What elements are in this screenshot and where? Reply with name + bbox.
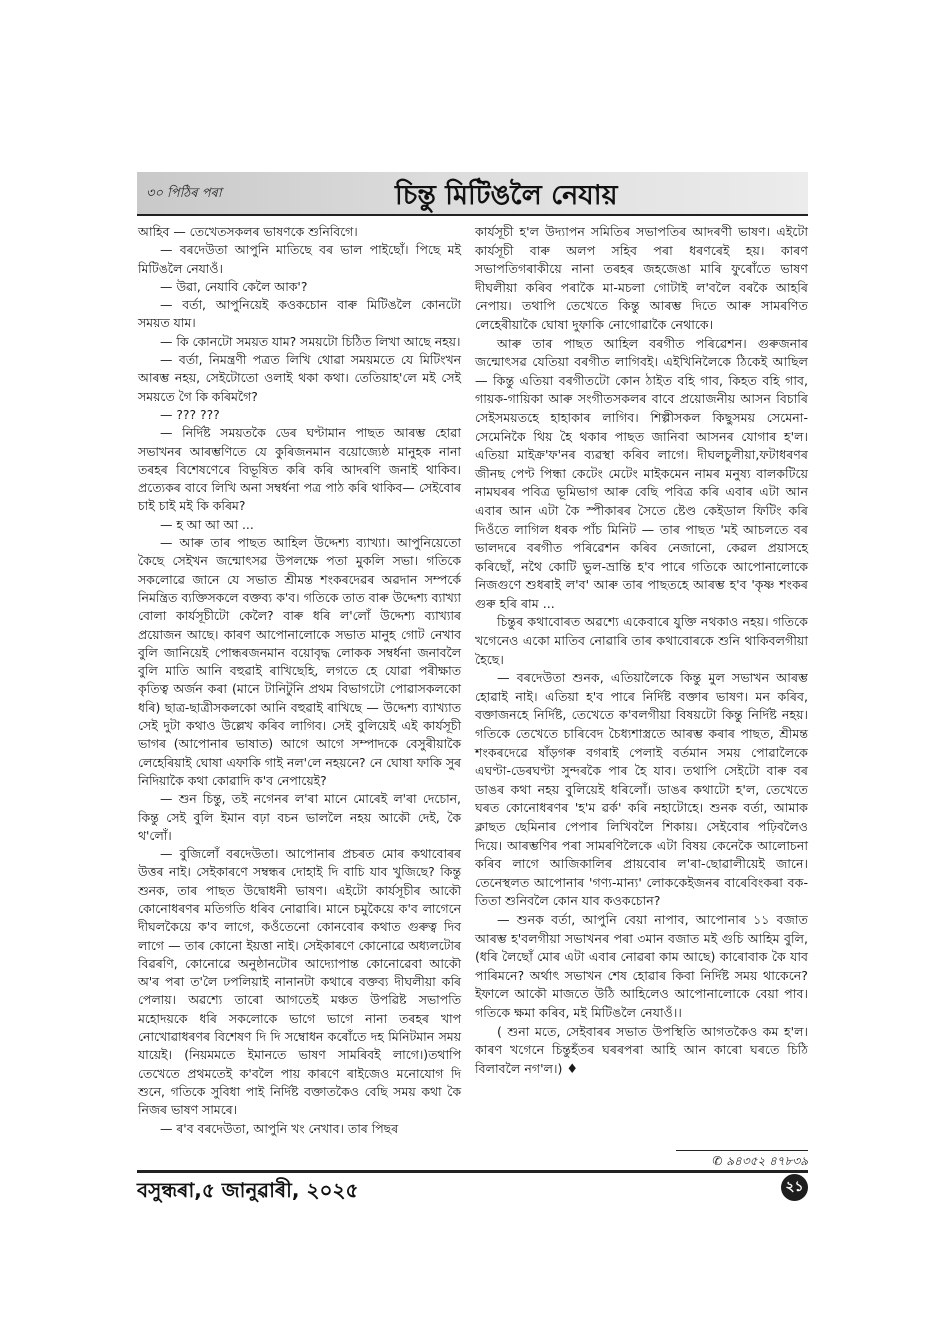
- paragraph: — আৰু তাৰ পাছত আহিল উদ্দেশ্য ব্যাখ্যা। আপুনিয়েতো কৈছে সেইখন জন্মোৎসৱ উপলক্ষে পতা মুকলি সভা। গতিকে সকলোৱে জানে যে সভাত শ্ৰীমন্ত শংকৰদেৱৰ অৱদান সম্পৰ্কে নিমন্ত্ৰিত ব্যক্তিসকলে বক্তব্য ক'ব। গতিকে তাত বাৰু উদ্দেশ্য ব্যাখ্যা বোলা কাৰ্যসূচীটো কেলৈ? বাৰু ধৰি ল'লোঁ উদ্দেশ্য ব্যাখ্যাৰ প্ৰয়োজন আছে। কাৰণ আপোনালোকে সভাত মানুহ গোট নেখাব বুলি জানিয়েই পোন্ধৰজনমান বয়োবৃদ্ধ লোকক সম্বৰ্ধনা জনাবলৈ বুলি মাতি আনি বহুৱাই ৰাখিছেহি, লগতে হে যোৱা পৰীক্ষাত কৃতিত্ব অৰ্জন কৰা (মানে টানিটুনি প্ৰথম বিভাগটো পোৱাসকলকো ধৰি) ছাত্ৰ-ছাত্ৰীসকলকো আনি বহুৱাই ৰাখিছে — উদ্দেশ্য ব্যাখ্যাত সেই দুটা কথাও উল্লেখ কৰিব লাগিব। সেই বুলিয়েই এই কাৰ্যসূচী ভাগৰ (আপোনাৰ ভাষাত) আগে আগে সম্পাদকে বেসুৰীয়াকৈ লেহেৰিয়াই ঘোষা এফাকি গাই নল'লে নহয়নে? নে ঘোষা ফাকি সুৰ নিদিয়াকৈ কথা কোৱাদি ক'ব নেপায়েই?: [138, 535, 461, 788]
- paragraph: — বৰদেউতা শুনক, এতিয়ালৈকে কিন্তু মুল সভাখন আৰম্ভ হোৱাই নাই। এতিয়া হ'ব পাৰে নিৰ্দিষ্ট বক্তাৰ ভাষণ। মন কৰিব, বক্তাজনহে নিৰ্দিষ্ট, তেখেতে ক'বলগীয়া বিষয়টো কিন্তু নিৰ্দিষ্ট নহয়। গতিকে তেখেতে চাৰিবেদ চৈধ্যশাস্ত্ৰতে আৰম্ভ কৰাৰ পাছত, শ্ৰীমন্ত শংকৰদেৱে ষাঁড়গৰু বগৰাই পেলাই বৰ্তমান সময় পোৱালৈকে এঘণ্টা-ডেৰঘণ্টা সুন্দৰকৈ পাৰ হৈ যাব। তথাপি সেইটো বাৰু বৰ ডাঙৰ কথা নহয় বুলিয়েই ধৰিলোঁ। ডাঙৰ কথাটো হ'ল, তেখেতে ঘৰত কোনোধৰণৰ 'হ'ম ৱৰ্ক' কৰি নহাটোহে। শুনক বৰ্তা, আমাক ক্লাছত ছেমিনাৰ পেপাৰ লিখিবলৈ শিকায়। সেইবোৰ পঢ়িবলৈও দিয়ে। আৰম্ভণিৰ পৰা সামৰণিলৈকে এটা বিষয় কেনেকৈ আলোচনা কৰিব লাগে আজিকালিৰ প্ৰায়বোৰ ল'ৰা-ছোৱালীয়েই জানে। তেনেস্থলত আপোনাৰ 'গণ্য-মান্য' লোককেইজনৰ বাৰেবিংকৰা বক-তিতা শুনিবলৈ কোন যাব কওকচোন?: [475, 670, 808, 909]
- paragraph: — বৰ্তা, নিমন্ত্ৰণী পত্ৰত লিখি থোৱা সময়মতে যে মিটিংখন আৰম্ভ নহয়, সেইটোতো ওলাই থকা কথা। তেতিয়াহ'লে মই সেই সময়তে গৈ কি কৰিমগৈ?: [138, 352, 461, 404]
- issue-date: ৫ জানুৱাৰী, ২০২৫: [201, 1178, 359, 1202]
- paragraph: — শুন চিন্তু, তই নগেনৰ ল'ৰা মানে মোৰেই ল'ৰা দেচোন, কিন্তু সেই বুলি ইমান বঢ়া বচন ভাললৈ নহয় আকৌ দেই, কৈ থ'লোঁ।: [138, 791, 461, 843]
- paragraph: — বৰদেউতা আপুনি মাতিছে বৰ ভাল পাইছোঁ। পিছে মই মিটিঙলৈ নেযাওঁ।: [138, 242, 461, 276]
- phone-rule: [676, 1150, 808, 1151]
- paragraph: — ??? ???: [160, 406, 220, 422]
- paragraph: — নিৰ্দিষ্ট সময়তকৈ ডেৰ ঘণ্টামান পাছত আৰম্ভ হোৱা সভাখনৰ আৰম্ভণিতে যে কুৰিজনমান বয়োজ্যেষ্ঠ মানুহক নানা তৰহৰ বিশেষণেৰে বিভূষিত কৰি কৰি আদৰণি জনাই থাকিব। প্ৰত্যেকৰ বাবে লিখি অনা সম্বৰ্ধনা পত্ৰ পাঠ কৰি থাকিব— সেইবোৰ চাই চাই মই কি কৰিম?: [138, 425, 461, 514]
- article-title: চিন্তু মিটিঙলৈ নেযায়: [395, 180, 618, 211]
- footer-rule: [137, 1170, 808, 1173]
- continued-from-label: ৩০ পিঠিৰ পৰা: [146, 186, 222, 201]
- footer-info: [137, 1176, 358, 1209]
- paragraph: আৰু তাৰ পাছত আহিল বৰগীত পৰিৱেশন। গুৰুজনাৰ জন্মোৎসৱ যেতিয়া বৰগীত লাগিবই। এইখিনিলৈকে ঠিকেই আছিল— কিন্তু এতিয়া বৰগীতটো কোন ঠাইত বহি গাব, কিহত বহি গাব, গায়ক-গায়িকা আৰু সংগীতসকলৰ বাবে প্ৰয়োজনীয় আসন বিচাৰি সেইসময়তহে হাহাকাৰ লাগিব। শিল্পীসকল কিছুসময় সেমেনা-সেমেনিকৈ থিয় হৈ থকাৰ পাছত জানিবা আসনৰ যোগাৰ হ'ল। এতিয়া মাইক্ৰ'ফ'নৰ ব্যৱস্থা কৰিব লাগে। দীঘলচুলীয়া,ফটাধৰণৰ জীনছ পেণ্ট পিন্ধা কেটেং মেটেং মাইকমেন নামৰ মনুষ্য বালকটিয়ে নামঘৰৰ পবিত্ৰ ভূমিভাগ আৰু বেছি পবিত্ৰ কৰি এবাৰ এটা আন এবাৰ আন এটা কৈ স্পীকাৰৰ সৈতে ষ্টেণ্ড কেইডাল ফিটিং কৰি দিওঁতে লাগিল ধৰক পাঁচ মিনিট — তাৰ পাছত 'মই আচলতে বৰ ভালদৰে বৰগীত পৰিৱেশন কৰিব নেজানো, কেৱল প্ৰয়াসহে কৰিছোঁ, নথৈ কোটি ভুল-ভ্ৰান্তি হ'ব পাৰে গতিকে আপোনালোকে নিজগুণে শুধৰাই ল'ব' আৰু তাৰ পাছতহে আৰম্ভ হ'ব 'কৃষ্ণ শংকৰ গুৰু হৰি ৰাম ...: [475, 335, 809, 611]
- paragraph: — হ আ আ আ ...: [160, 516, 254, 532]
- magazine-name: বসুন্ধৰা,: [137, 1178, 202, 1202]
- closing-note: ( শুনা মতে, সেইবাৰৰ সভাত উপস্থিতি আগতকৈও কম হ'ল। কাৰণ খগেনে চিন্তুহঁতৰ ঘৰৰপৰা আহি আন কাৰো ঘৰতে চিঠি বিলাবলৈ নগ'ল।): [475, 1023, 808, 1076]
- paragraph: — বুজিলোঁ বৰদেউতা। আপোনাৰ প্ৰচৰত মোৰ কথাবোৰৰ উত্তৰ নাই। সেইকাৰণে সম্বন্ধৰ দোহাই দি বাচি যাব খুজিছে? কিন্তু শুনক, তাৰ পাছত উদ্বোধনী ভাষণ। এইটো কাৰ্যসূচীৰ আকৌ কোনোধৰণৰ মতিগতি ধৰিব নোৱাৰি। মানে চমুকৈয়ে ক'ব লাগেনে দীঘলকৈয়ে ক'ব লাগে, কওঁতেনো কোনবোৰ কথাত গুৰুত্ব দিব লাগে — তাৰ কোনো ইয়ত্তা নাই। সেইকাৰণে কোনোৱে অধ্যলটোৰ বিৱৰণি, কোনোৱে অনুষ্ঠানটোৰ আদ্যোপান্ত কোনোৱেবা আকৌ অ'ৰ পৰা ত'লৈ ঢপলিয়াই নানানটা কথাৰে বক্তব্য দীঘলীয়া কৰি পেলায়। অৱশ্যে তাৰো আগতেই মঞ্চত উপৱিষ্ট সভাপতি মহোদয়কে ধৰি সকলোকে ভাগে ভাগে নানা তৰহৰ খাপ নোখোৱাধৰণৰ বিশেষণ দি দি সম্বোধন কৰোঁতে দহ মিনিটমান সময় যায়েই। (নিয়মমতে ইমানতে ভাষণ সামৰিবই লাগে।)তথাপি তেখেতে প্ৰথমতেই ক'বলৈ পায় কাৰণে ৰাইজেও মনোযোগ দি শুনে, গতিকে সুবিধা পাই নিৰ্দিষ্ট বক্তাতকৈও বেছি সময় কথা কৈ নিজৰ ভাষণ সামৰে।: [138, 846, 461, 1118]
- paragraph: — কি কোনটো সময়ত যাম? সময়টো চিঠিত লিখা আছে নহয়।: [160, 333, 461, 349]
- paragraph: কাৰ্যসূচী হ'ল উদ্যাপন সমিতিৰ সভাপতিৰ আদৰণী ভাষণ। এইটো কাৰ্যসূচী বাৰু অলপ সহিব পৰা ধৰণৰেই হয়। কাৰণ সভাপতিগৰাকীয়ে নানা তৰহৰ জহজেঙা মাৰি ফুৰোঁতে ভাষণ দীঘলীয়া কৰিব পৰাকৈ মা-মচলা গোটাই ল'বলৈ বৰকৈ আহৰি নেপায়। তথাপি তেখেতে কিন্তু আৰম্ভ দিতে আৰু সামৰণিত লেহেৰীয়াকৈ ঘোষা দুফাকি নোগোৱাকৈ নেথাকে।: [475, 224, 808, 332]
- left-column: [138, 223, 461, 1138]
- paragraph: — উৱা, নেযাবি কেলৈ আক'?: [160, 278, 308, 294]
- paragraph: চিন্তুৰ কথাবোৰত অৱশ্যে একেবাৰে যুক্তি নথকাও নহয়। গতিকে খগেনেও একো মাতিব নোৱাৰি তাৰ কথাবোৰকে শুনি থাকিবলগীয়া হৈছে।: [475, 614, 808, 667]
- paragraph: — ৰ'ব বৰদেউতা, আপুনি খং নেখাব। তাৰ পিছৰ: [160, 1120, 399, 1136]
- paragraph: [475, 1023, 808, 1080]
- paragraph: — বৰ্তা, আপুনিয়েই কওকচোন বাৰু মিটিঙলৈ কোনটো সময়ত যাম।: [138, 297, 461, 331]
- right-column: [475, 223, 808, 1079]
- end-diamond-icon: ♦: [566, 1061, 579, 1077]
- page-number: ২১: [781, 1174, 808, 1201]
- paragraph: — শুনক বৰ্তা, আপুনি বেয়া নাপাব, আপোনাৰ ১১ বজাত আৰম্ভ হ'বলগীয়া সভাখনৰ পৰা ৩মান বজাত মই গুচি আহিম বুলি, (ধৰি লৈছোঁ মোৰ এটা এবাৰ নোৱৰা কাম আছে) কাৰোবাক কৈ যাব পাৰিমনে? অৰ্থাৎ সভাখন শেষ হোৱাৰ কিবা নিৰ্দিষ্ট সময় থাকেনে? ইফালে আকৌ মাজতে উঠি আহিলেও আপোনালোকে বেয়া পাব। গতিকে ক্ষমা কৰিব, মই মিটিঙলৈ নেযাওঁ।।: [475, 911, 808, 1020]
- author-phone: ✆ ৯৪৩৫২ ৪৭৮৩৯: [712, 1154, 808, 1168]
- paragraph: আহিব — তেখেতসকলৰ ভাষণকে শুনিবিগে।: [138, 224, 358, 239]
